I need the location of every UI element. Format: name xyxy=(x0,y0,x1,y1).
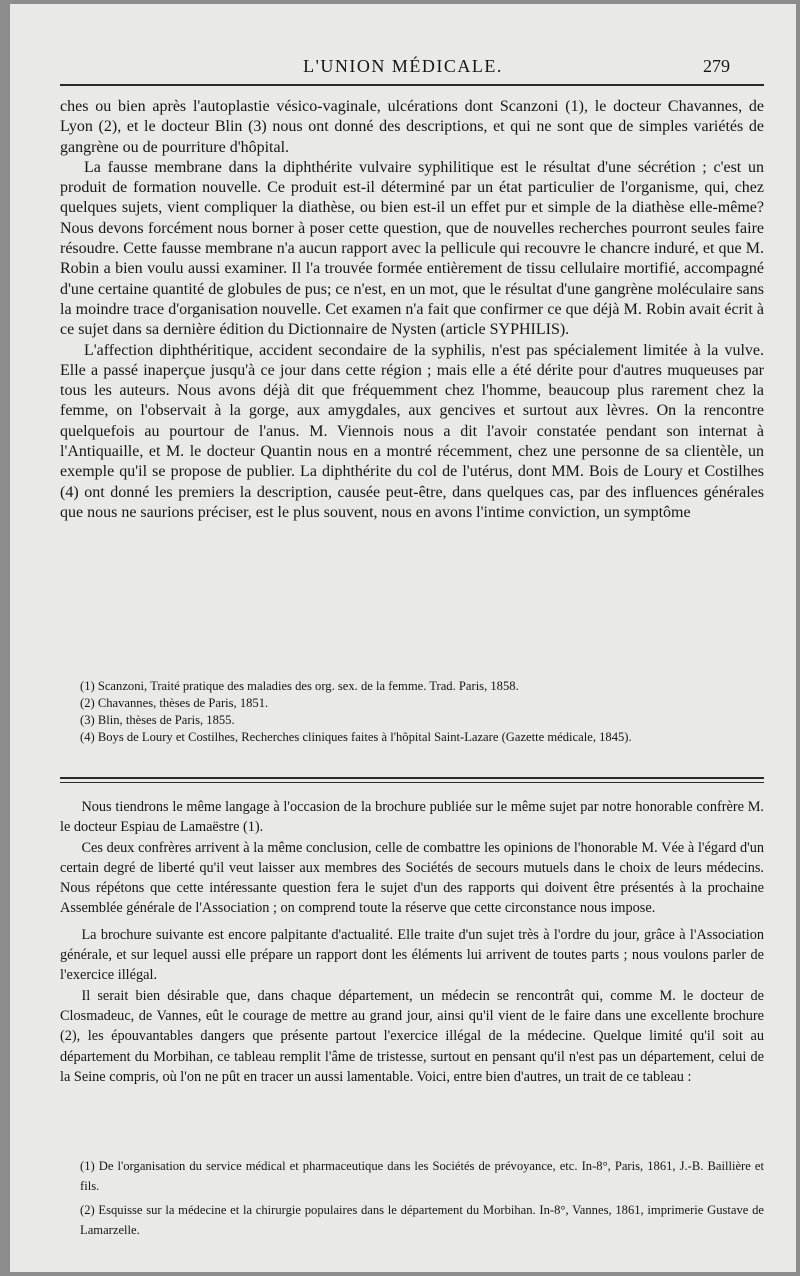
feuilleton-text xyxy=(60,797,764,1087)
paragraph: La brochure suivante est encore palpitante d'actualité. Elle traite d'un sujet très à l'ordre du jour, grâce à l'Association générale, et sur lequel aussi elle prépare un rapport dont les éléments lui arrivent de toutes parts ; nous voulons parler de l'exercice illégal. xyxy=(60,926,764,984)
running-title: L'UNION MÉDICALE. xyxy=(303,56,503,76)
paragraph: L'affection diphthéritique, accident secondaire de la syphilis, n'est pas spécialement limitée à la vulve. Elle a passé inaperçue jusqu'à ce jour dans cette région ; mais elle a été dérite pour d'autres muqueuses par tous les auteurs. Nous avons déjà dit que fréquemment chez l'homme, beaucoup plus rarement chez la femme, on l'observait à la gorge, aux amygdales, aux gencives et surtout aux lèvres. On la rencontre quelquefois au pourtour de l'anus. M. Viennois nous a dit l'avoir constatée pendant son internat à l'Antiquaille, et M. le docteur Quantin nous en a montré récemment, chez une personne de sa clientèle, un exemple qu'il se propose de publier. La diphthérite du col de l'utérus, dont MM. Bois de Loury et Costilhes (4) ont donné les premiers la description, causée peut-être, dans quelques cas, par des influences générales que nous ne saurions préciser, est le plus souvent, nous en avons l'intime conviction, un symptôme xyxy=(60,341,764,521)
paragraph: ches ou bien après l'autoplastie vésico-vaginale, ulcérations dont Scanzoni (1), le docteur Chavannes, de Lyon (2), et le docteur Blin (3) nous ont donné des descriptions, et qui ne sont que de simples variétés de gangrène ou de pourriture d'hôpital. xyxy=(60,98,764,156)
paragraph: Nous tiendrons le même langage à l'occasion de la brochure publiée sur le même sujet par notre honorable confrère M. le docteur Espiau de Lamaëstre (1). xyxy=(60,799,764,836)
header-rule xyxy=(60,84,764,86)
footnote: (2) Chavannes, thèses de Paris, 1851. xyxy=(80,696,269,710)
footnote: (4) Boys de Loury et Costilhes, Recherches cliniques faites à l'hôpital Saint-Lazare (Gazette médicale, 1845). xyxy=(80,730,632,744)
footnote: (3) Blin, thèses de Paris, 1855. xyxy=(80,713,235,727)
section-rule-top xyxy=(60,777,764,779)
paragraph: La fausse membrane dans la diphthérite vulvaire syphilitique est le résultat d'une sécrétion ; c'est un produit de formation nouvelle. Ce produit est-il déterminé par un état particulier de l'organisme, qui, chez quelques sujets, vient compliquer la diathèse, ou bien est-il un effet pur et simple de la diathèse elle-même? Nous devons forcément nous borner à poser cette question, que de nouvelles recherches pourront seules faire résoudre. Cette fausse membrane n'a aucun rapport avec la pellicule qui recouvre le chancre induré, et que M. Robin a bien voulu aussi examiner. Il l'a trouvée formée entièrement de tissu cellulaire mortifié, accompagné d'une certaine quantité de globules de pus; ce n'est, en un mot, que le résultat d'une gangrène moléculaire sans la moindre trace d'organisation nouvelle. Cet examen n'a fait que confirmer ce que déjà M. Robin avait écrit à ce sujet dans sa dernière édition du Dictionnaire de Nysten (article SYPHILIS). xyxy=(60,158,764,339)
paragraph: Ces deux confrères arrivent à la même conclusion, celle de combattre les opinions de l'honorable M. Vée à l'égard d'un certain degré de liberté qu'il veut laisser aux membres des Sociétés de secours mutuels dans le choix de leurs médecins. Nous répétons que cette intéressante question fera le sujet d'un des rapports qui doivent être présentés à la prochaine Assemblée générale de l'Association ; on comprend toute la réserve que cette circonstance nous impose. xyxy=(60,839,764,917)
footnote: (1) Scanzoni, Traité pratique des maladies des org. sex. de la femme. Trad. Paris, 1858. xyxy=(80,679,519,693)
page-header xyxy=(10,50,796,80)
main-footnotes xyxy=(60,678,764,746)
page-number: 279 xyxy=(703,56,730,76)
paragraph: Il serait bien désirable que, dans chaque département, un médecin se rencontrât qui, comme M. le docteur de Closmadeuc, de Vannes, eût le courage de mettre au grand jour, ainsi qu'il vient de le faire dans une excellente brochure (2), les épouvantables dangers que présente partout l'exercice illégal de la médecine. Quelque limité qu'il soit au département du Morbihan, ce tableau remplit l'âme de tristesse, surtout en pensant qu'il n'est pas un département, celui de la Seine compris, où l'on ne pût en tracer un aussi lamentable. Voici, entre bien d'autres, un trait de ce tableau : xyxy=(60,987,764,1085)
footnote: (1) De l'organisation du service médical et pharmaceutique dans les Sociétés de prévoyance, etc. In-8°, Paris, 1861, J.-B. Baillière et fils. xyxy=(80,1159,764,1193)
footnote: (2) Esquisse sur la médecine et la chirurgie populaires dans le département du Morbihan. In-8°, Vannes, 1861, imprimerie Gustave de Lamarzelle. xyxy=(80,1203,764,1237)
section-rule-bottom xyxy=(60,782,764,783)
book-page xyxy=(10,4,796,1272)
main-text xyxy=(60,97,764,523)
feuilleton-footnotes xyxy=(60,1156,764,1240)
